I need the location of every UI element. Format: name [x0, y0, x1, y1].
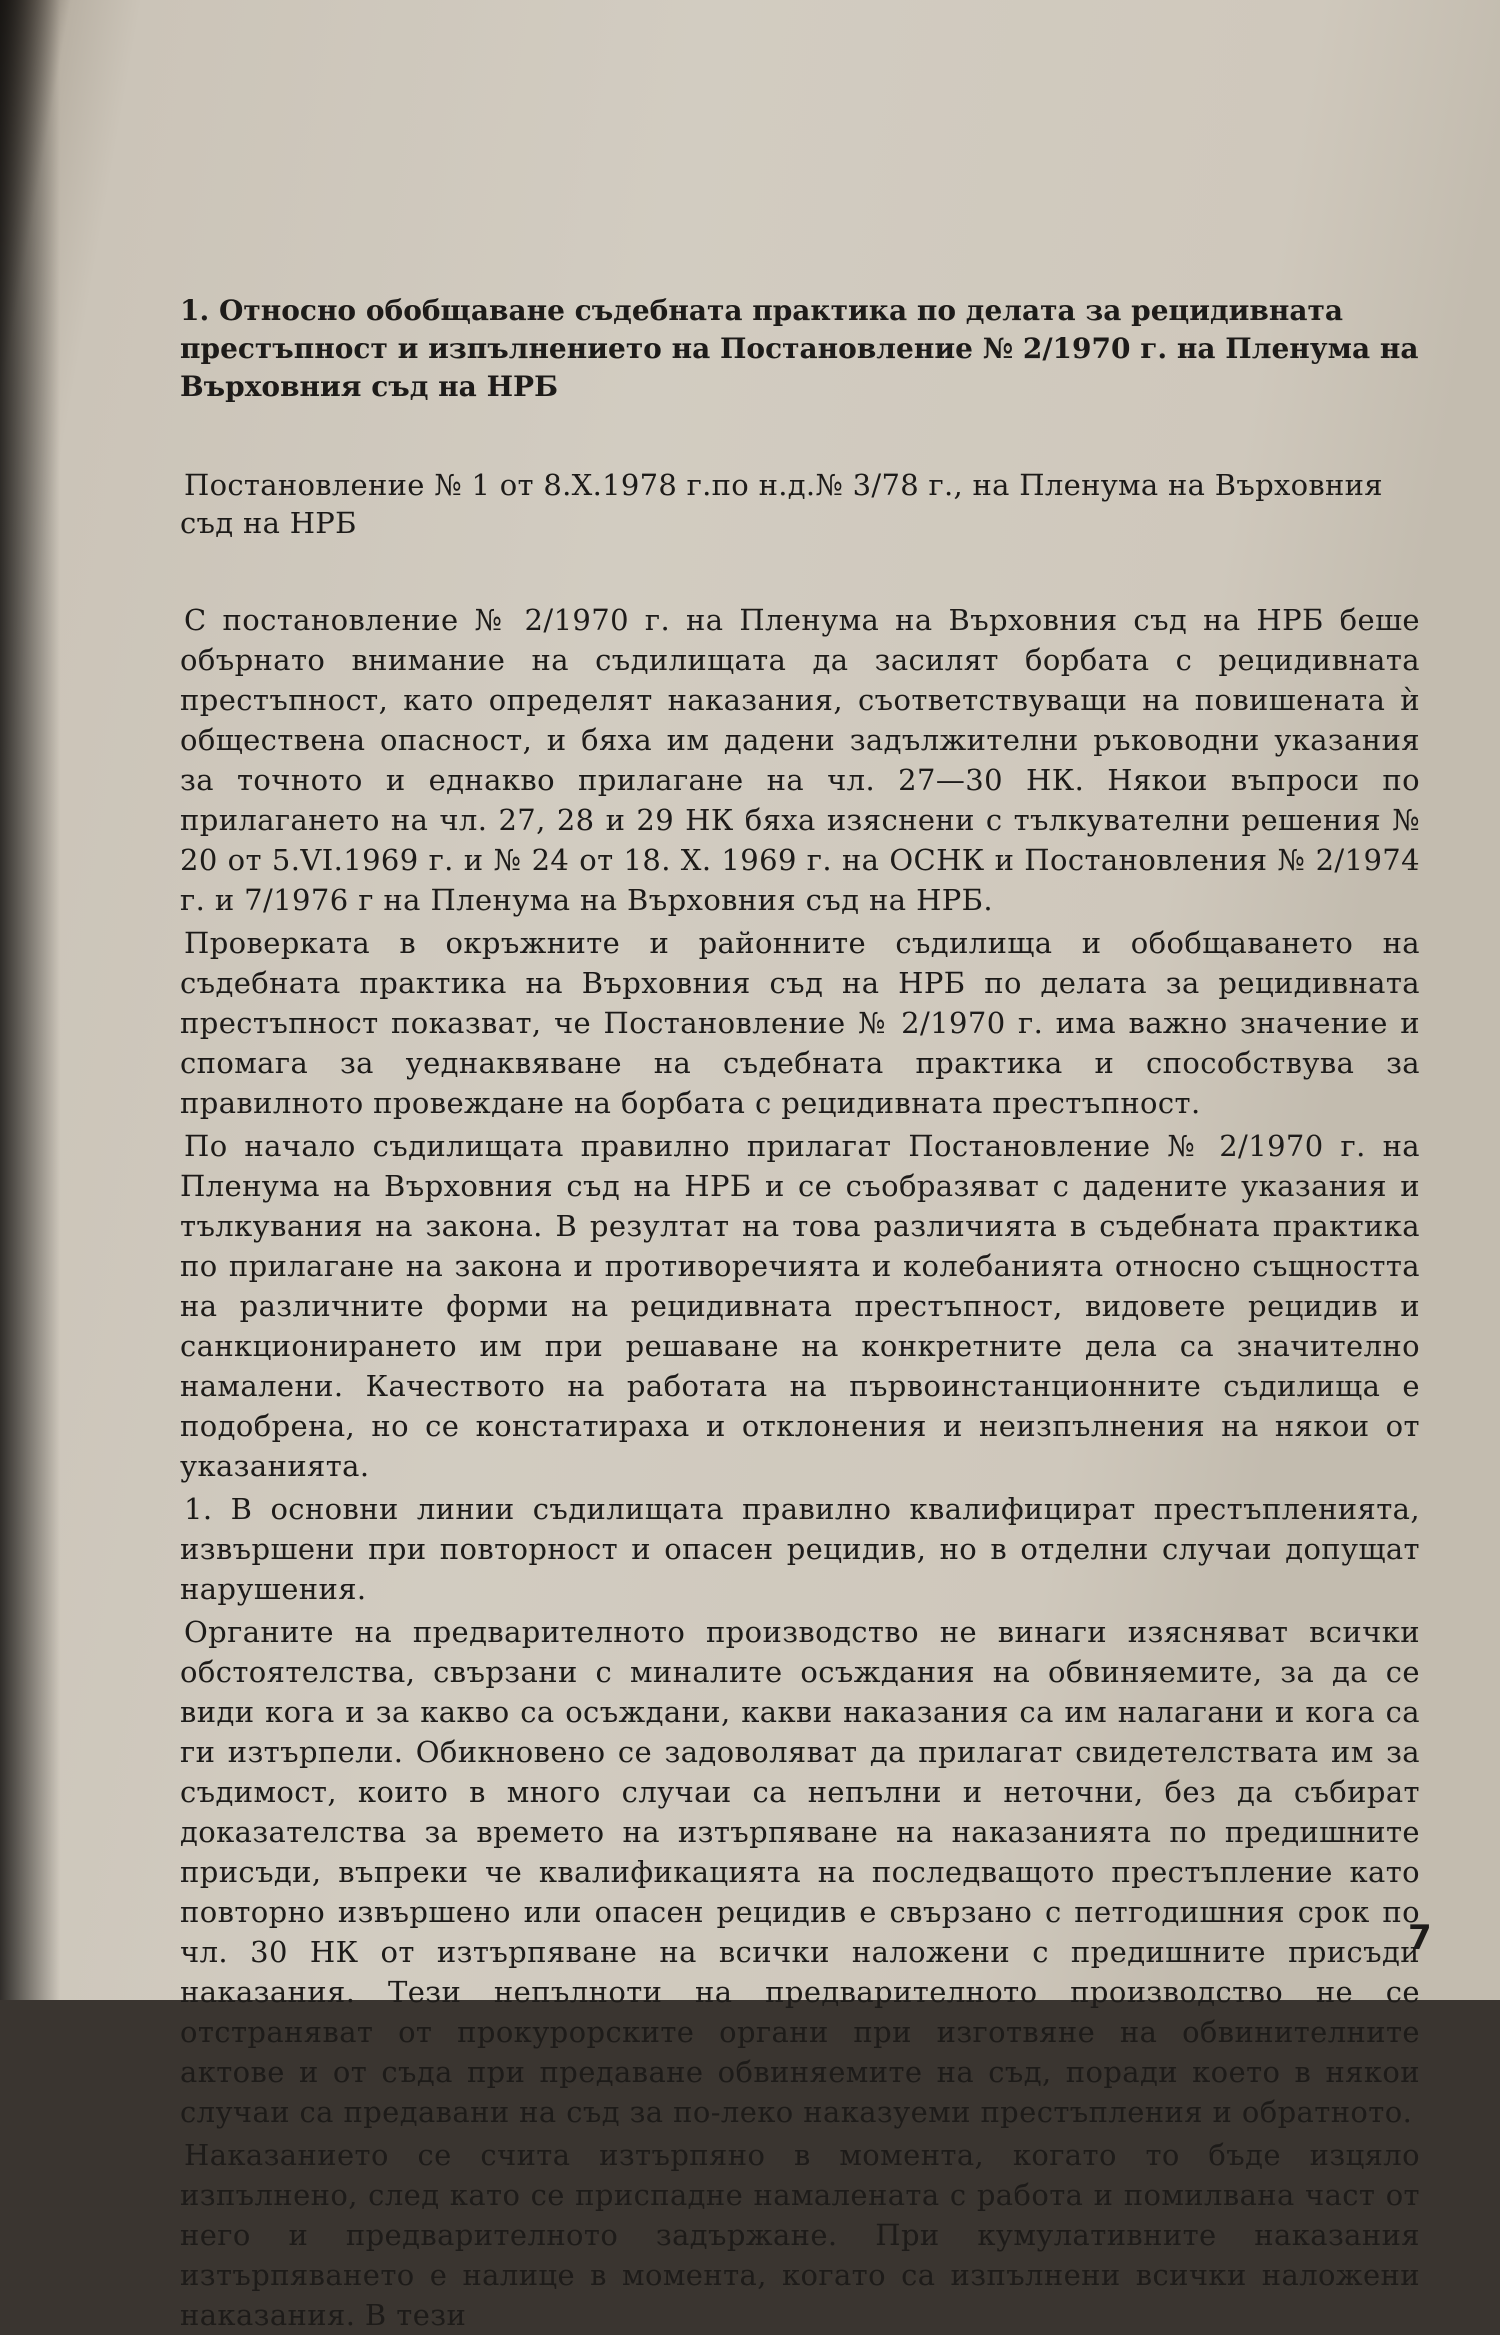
- paragraph: По начало съдилищата правилно прилагат Постановление № 2/1970 г. на Пленума на Върховния съд на НРБ и се съобразяват с дадените указания и тълкувания на закона. В резултат на това различията в съдебната практика по прилагане на закона и противоречията и колебанията относно същността на различните форми на рецидивната престъпност, видовете рецидив и санкционирането им при решаване на конкретните дела са значително намалени. Качеството на работата на първоинстанционните съдилища е подобрена, но се констатираха и отклонения и неизпълнения на някои от указанията.: [180, 1129, 1420, 1483]
- page-number: 7: [1408, 1918, 1432, 1958]
- paragraph: С постановление № 2/1970 г. на Пленума на Върховния съд на НРБ беше обърнато внимание на съдилищата да засилят борбата с рецидивната престъпност, като определят наказания, съответствуващи на повишената ѝ обществена опасност, и бяха им дадени задължителни ръководни указания за точното и еднакво прилагане на чл. 27—30 НК. Някои въпроси по прилагането на чл. 27, 28 и 29 НК бяха изяснени с тълкувателни решения № 20 от 5.VI.1969 г. и № 24 от 18. X. 1969 г. на ОСНК и Постановления № 2/1974 г. и 7/1976 г на Пленума на Върховния съд на НРБ.: [180, 603, 1420, 917]
- paragraph: 1. В основни линии съдилищата правилно квалифицират престъпленията, извършени при повторност и опасен рецидив, но в отделни случаи допущат нарушения.: [180, 1492, 1420, 1606]
- text-block: [180, 292, 1420, 2335]
- body-text: [180, 600, 1420, 2335]
- paragraph: Наказанието се счита изтърпяно в момента, когато то бъде изцяло изпълнено, след като се приспадне намалената с работа и помилвана част от него и предварителното задържане. При кумулативните наказания изтърпяването е налице в момента, когато са изпълнени всички наложени наказания. В тези: [180, 2138, 1420, 2332]
- paragraph: Органите на предварителното производство не винаги изясняват всички обстоятелства, свързани с миналите осъждания на обвиняемите, за да се види кога и за какво са осъждани, какви наказания са им налагани и кога са ги изтърпели. Обикновено се задоволяват да прилагат свидетелствата им за съдимост, които в много случаи са непълни и неточни, без да събират доказателства за времето на изтърпяване на наказанията по предишните присъди, въпреки че квалификацията на последващото престъпление като повторно извършено или опасен рецидив е свързано с петгодишния срок по чл. 30 НК от изтърпяване на всички наложени с предишните присъди наказания. Тези непълноти на предварителното производство не се отстраняват от прокурорските органи при изготвяне на обвинителните актове и от съда при предаване обвиняемите на съд, поради което в някои случаи са предавани на съд за по-леко наказуеми престъпления и обратното.: [180, 1615, 1420, 2129]
- paragraph: Проверката в окръжните и районните съдилища и обобщаването на съдебната практика на Върховния съд на НРБ по делата за рецидивната престъпност показват, че Постановление № 2/1970 г. има важно значение и спомага за уеднаквяване на съдебната практика и способствува за правилното провеждане на борбата с рецидивната престъпност.: [180, 926, 1420, 1120]
- decree-subheading: Постановление № 1 от 8.X.1978 г.по н.д.№ 3/78 г., на Пленума на Върховния съд на НРБ: [180, 468, 1383, 540]
- section-heading: 1. Относно обобщаване съдебната практика по делата за рецидивната престъпност и изпълнението на Постановление № 2/1970 г. на Пленума на Върховния съд на НРБ: [180, 294, 1419, 403]
- book-fold-shadow: [0, 0, 60, 2000]
